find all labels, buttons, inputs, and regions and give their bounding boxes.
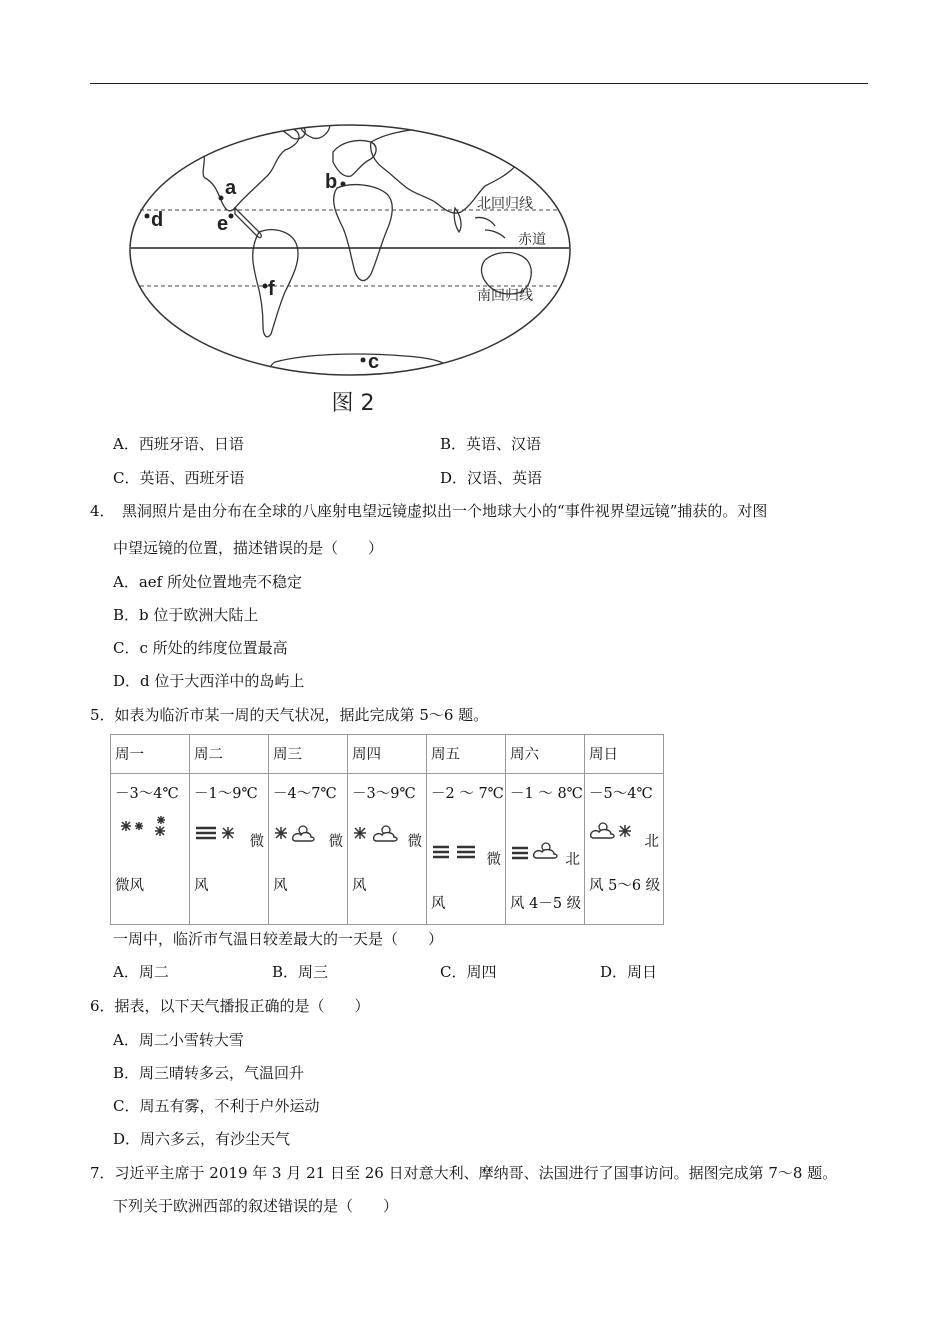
fog-cloudy-icon [510, 840, 560, 862]
day-cell [506, 735, 585, 774]
q5-question: 一周中，临沂市气温日较差最大的一天是（ ） [113, 930, 444, 948]
temp-range: －1～9℃ [194, 786, 258, 802]
wind-text: 风 [431, 896, 446, 912]
temp-range: －5～4℃ [589, 786, 653, 802]
q6-option-b: B．周三晴转多云，气温回升 [113, 1064, 305, 1082]
q7-stem-line1: 7．习近平主席于 2019 年 3 月 21 日至 26 日对意大利、摩纳哥、法国进行了国事访问。据图完成第 7～8 题。 [90, 1164, 838, 1182]
weather-body-row [111, 774, 664, 925]
temp-range: －3～4℃ [115, 786, 179, 802]
africa-outline [334, 185, 393, 281]
day-cell [111, 735, 190, 774]
north-tropic-label: 北回归线 [477, 196, 533, 212]
q6-option-a: A．周二小雪转大雪 [113, 1031, 244, 1049]
q4-option-b: B．b 位于欧洲大陆上 [113, 606, 259, 624]
point-d-label: d [151, 209, 164, 231]
wind-text: 北 [644, 834, 659, 850]
q6-option-c: C．周五有雾，不利于户外运动 [113, 1097, 320, 1115]
wind-text: 微 [407, 834, 422, 850]
south-tropic-label: 南回归线 [477, 288, 533, 304]
q6-stem: 6．据表，以下天气播报正确的是（ ） [90, 997, 370, 1015]
day-label: 周二 [194, 747, 223, 763]
day-label: 周日 [589, 747, 618, 763]
q5-option-a: A．周二 [113, 963, 169, 981]
south-america-outline [253, 230, 298, 337]
point-e-label: e [217, 213, 229, 235]
wind-text: 微 [486, 852, 501, 868]
day-label: 周三 [273, 747, 302, 763]
snow-icon [117, 814, 177, 840]
q3-option-c: C．英语、西班牙语 [113, 469, 245, 487]
temp-range: －4～7℃ [273, 786, 337, 802]
q4-stem-line1: 4． 黑洞照片是由分布在全球的八座射电望远镜虚拟出一个地球大小的“事件视界望远镜”捕获的。对图 [90, 502, 768, 520]
wind-text: 风 [194, 878, 209, 894]
day-cell [190, 735, 269, 774]
snow-cloudy-icon [352, 822, 408, 844]
weather-cell-fri [427, 774, 506, 925]
fog-icon [431, 842, 481, 862]
point-a-label: a [225, 177, 237, 199]
snow-cloudy-icon [273, 822, 323, 844]
point-c-label: c [368, 351, 380, 373]
q5-option-d: D．周日 [600, 963, 658, 981]
point-f-label: f [268, 278, 275, 300]
fog-snow-icon [194, 822, 242, 844]
equator-label: 赤道 [518, 232, 546, 248]
wind-text: 微风 [115, 878, 144, 894]
wind-text: 微 [328, 834, 343, 850]
q4-option-d: D．d 位于大西洋中的岛屿上 [113, 672, 305, 690]
weather-cell-thu [348, 774, 427, 925]
wind-text: 风 5～6 级 [589, 878, 661, 894]
wind-text: 风 [273, 878, 288, 894]
cloudy-snow-icon [589, 820, 639, 842]
weather-cell-mon [111, 774, 190, 925]
weather-cell-wed [269, 774, 348, 925]
q5-option-c: C．周四 [440, 963, 497, 981]
day-cell [269, 735, 348, 774]
day-label: 周五 [431, 747, 460, 763]
q3-option-b: B．英语、汉语 [440, 435, 542, 453]
day-cell [585, 735, 664, 774]
weather-cell-tue [190, 774, 269, 925]
weather-cell-sun [585, 774, 664, 925]
weather-header-row [111, 735, 664, 774]
day-label: 周四 [352, 747, 381, 763]
day-cell [348, 735, 427, 774]
day-label: 周一 [115, 747, 144, 763]
q6-option-d: D．周六多云，有沙尘天气 [113, 1130, 291, 1148]
header-rule [90, 83, 868, 84]
point-b-label: b [325, 171, 338, 193]
weather-table [110, 734, 664, 925]
north-america-outline [202, 124, 299, 211]
q5-option-b: B．周三 [272, 963, 329, 981]
weather-cell-sat [506, 774, 585, 925]
temp-range: －1 ～ 8℃ [510, 786, 583, 802]
q4-option-c: C．c 所处的纬度位置最高 [113, 639, 288, 657]
europe-outline [333, 140, 376, 176]
q3-option-a: A．西班牙语、日语 [113, 435, 244, 453]
wind-text: 北 [565, 852, 580, 868]
wind-text: 微 [249, 834, 264, 850]
q5-intro: 5．如表为临沂市某一周的天气状况，据此完成第 5～6 题。 [90, 706, 489, 724]
wind-text: 风 4－5 级 [510, 896, 582, 912]
day-label: 周六 [510, 747, 539, 763]
q4-option-a: A．aef 所处位置地壳不稳定 [113, 573, 302, 591]
temp-range: －2 ～ 7℃ [431, 786, 504, 802]
day-cell [427, 735, 506, 774]
q3-option-d: D．汉语、英语 [440, 469, 543, 487]
q7-stem-line2: 下列关于欧洲西部的叙述错误的是（ ） [113, 1197, 399, 1215]
q4-stem-line2: 中望远镜的位置，描述错误的是（ ） [113, 539, 384, 557]
temp-range: －3～9℃ [352, 786, 416, 802]
world-map-figure [125, 90, 575, 420]
figure-caption: 图 2 [331, 391, 375, 416]
wind-text: 风 [352, 878, 367, 894]
